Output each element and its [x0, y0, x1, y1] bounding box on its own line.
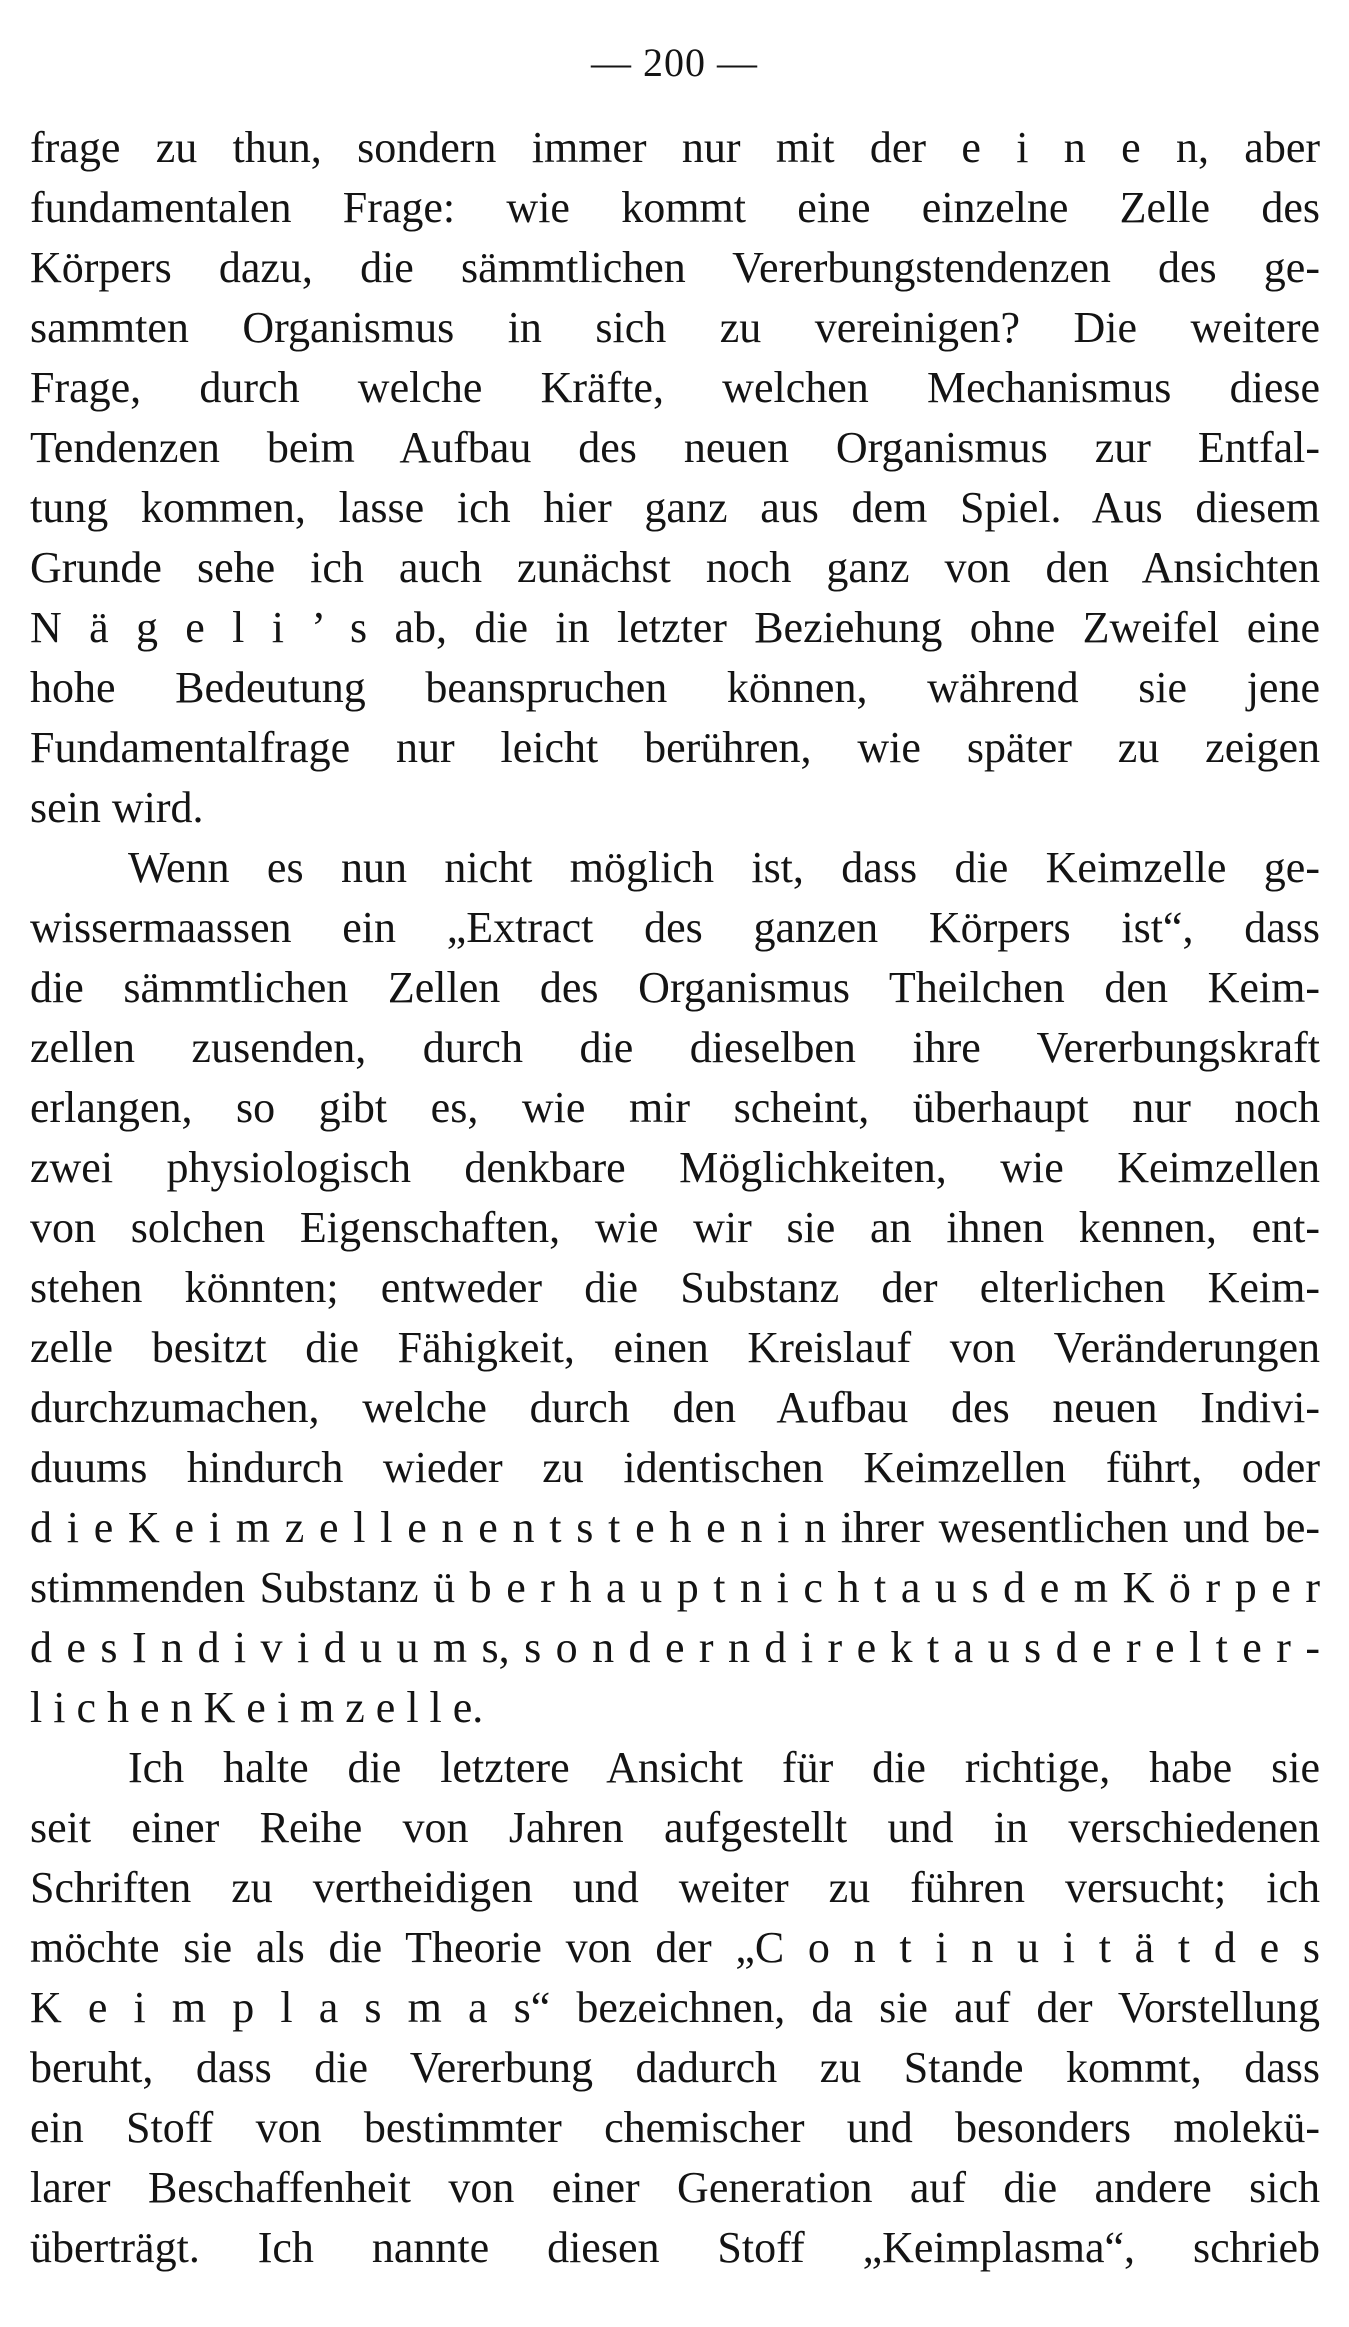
- text-line: Frage, durch welche Kräfte, welchen Mechanismus diese: [30, 363, 1320, 412]
- text-line: erlangen, so gibt es, wie mir scheint, überhaupt nur noch: [30, 1083, 1320, 1132]
- text-line: zwei physiologisch denkbare Möglichkeiten, wie Keimzellen: [30, 1143, 1320, 1192]
- text-line: seit einer Reihe von Jahren aufgestellt und in verschiedenen: [30, 1803, 1320, 1852]
- text-line: frage zu thun, sondern immer nur mit der e i n e n, aber: [30, 123, 1320, 172]
- text-line: larer Beschaffenheit von einer Generation auf die andere sich: [30, 2163, 1320, 2212]
- text-line: sammten Organismus in sich zu vereinigen? Die weitere: [30, 303, 1320, 352]
- text-line: l i c h e n K e i m z e l l e.: [30, 1683, 484, 1732]
- text-line: Schriften zu vertheidigen und weiter zu führen versucht; ich: [30, 1863, 1320, 1912]
- text-line: fundamentalen Frage: wie kommt eine einzelne Zelle des: [30, 183, 1320, 232]
- page-number: — 200 —: [591, 40, 758, 85]
- text-line: Fundamentalfrage nur leicht berühren, wie später zu zeigen: [30, 723, 1320, 772]
- text-line: d i e K e i m z e l l e n e n t s t e h e n i n ihrer wesentlichen und be-: [30, 1503, 1320, 1552]
- text-line: Tendenzen beim Aufbau des neuen Organismus zur Entfal-: [30, 423, 1320, 472]
- text-line: Ich halte die letztere Ansicht für die richtige, habe sie: [128, 1743, 1320, 1792]
- text-line: K e i m p l a s m a s“ bezeichnen, da sie auf der Vorstellung: [30, 1983, 1320, 2032]
- text-line: sein wird.: [30, 783, 204, 832]
- text-line: zellen zusenden, durch die dieselben ihre Vererbungskraft: [30, 1023, 1320, 1072]
- text-line: von solchen Eigenschaften, wie wir sie an ihnen kennen, ent-: [30, 1203, 1320, 1252]
- body-text: [30, 118, 1320, 2278]
- text-line: möchte sie als die Theorie von der „C o n t i n u i t ä t d e s: [30, 1923, 1320, 1972]
- text-line: Wenn es nun nicht möglich ist, dass die Keimzelle ge-: [128, 843, 1320, 892]
- text-line: überträgt. Ich nannte diesen Stoff „Keimplasma“, schrieb: [30, 2223, 1320, 2272]
- text-line: duums hindurch wieder zu identischen Keimzellen führt, oder: [30, 1443, 1320, 1492]
- text-line: ein Stoff von bestimmter chemischer und besonders molekü-: [30, 2103, 1320, 2152]
- text-line: wissermaassen ein „Extract des ganzen Körpers ist“, dass: [30, 903, 1320, 952]
- text-line: Grunde sehe ich auch zunächst noch ganz von den Ansichten: [30, 543, 1320, 592]
- text-line: durchzumachen, welche durch den Aufbau des neuen Indivi-: [30, 1383, 1320, 1432]
- text-line: Körpers dazu, die sämmtlichen Vererbungstendenzen des ge-: [30, 243, 1320, 292]
- text-line: d e s I n d i v i d u u m s, s o n d e r n d i r e k t a u s d e r e l t e r -: [30, 1623, 1320, 1672]
- text-line: stehen könnten; entweder die Substanz der elterlichen Keim-: [30, 1263, 1320, 1312]
- text-line: die sämmtlichen Zellen des Organismus Theilchen den Keim-: [30, 963, 1320, 1012]
- text-line: zelle besitzt die Fähigkeit, einen Kreislauf von Veränderungen: [30, 1323, 1320, 1372]
- text-line: tung kommen, lasse ich hier ganz aus dem Spiel. Aus diesem: [30, 483, 1320, 532]
- text-line: beruht, dass die Vererbung dadurch zu Stande kommt, dass: [30, 2043, 1320, 2092]
- text-line: hohe Bedeutung beanspruchen können, während sie jene: [30, 663, 1320, 712]
- text-line: stimmenden Substanz ü b e r h a u p t n i c h t a u s d e m K ö r p e r: [30, 1563, 1320, 1612]
- text-line: N ä g e l i ’ s ab, die in letzter Beziehung ohne Zweifel eine: [30, 603, 1320, 652]
